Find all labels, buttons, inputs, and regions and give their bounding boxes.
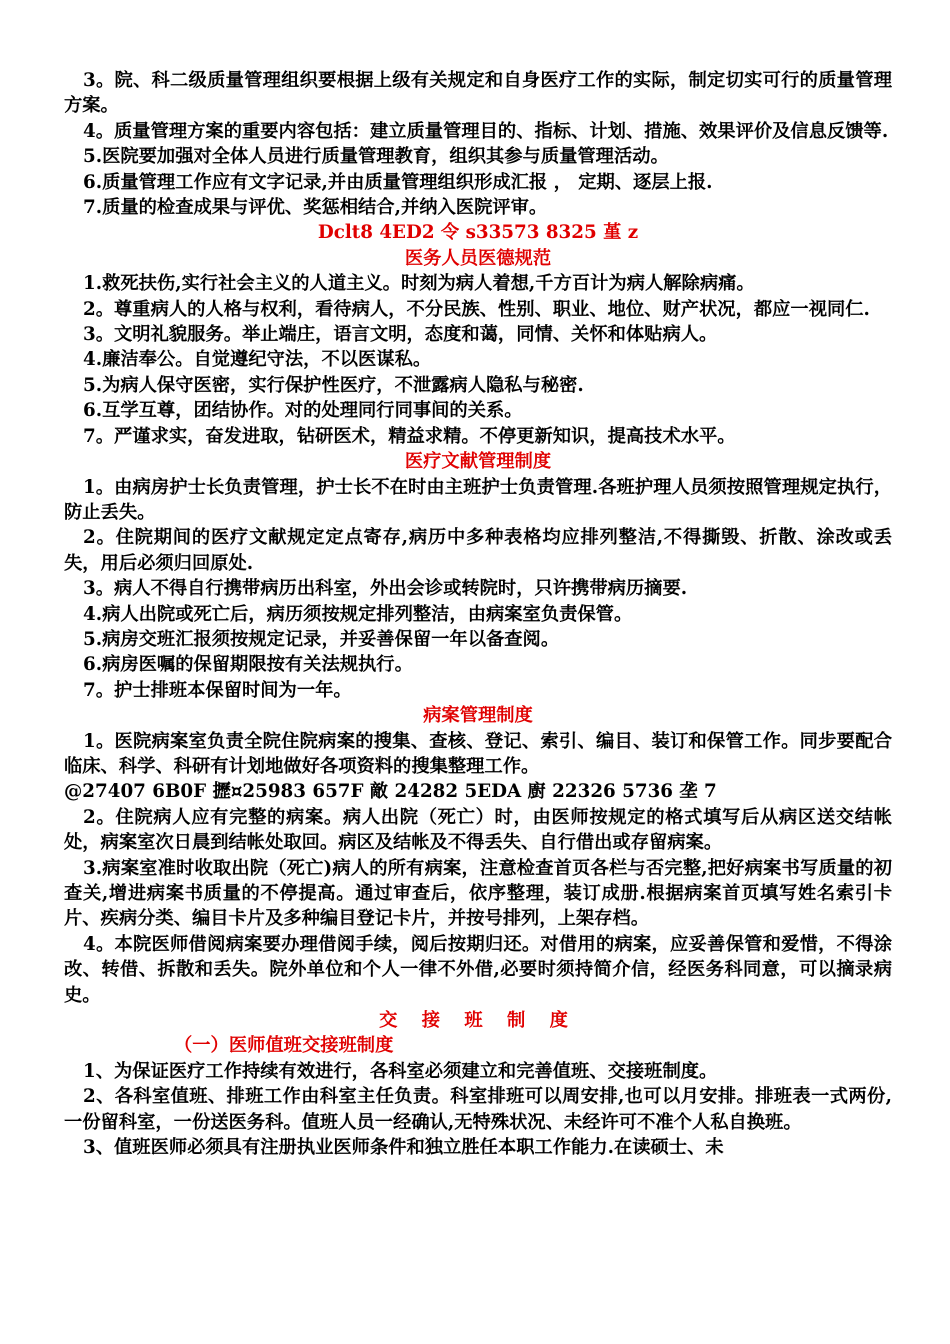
paragraph: 2。住院期间的医疗文献规定定点寄存,病历中多种表格均应排列整洁,不得撕毁、折散、涂改或丢失，用后必须归回原处.	[64, 527, 892, 574]
section-heading: 医务人员医德规范	[404, 247, 552, 269]
paragraph: 6.病房医嘱的保留期限按有关法规执行。	[83, 654, 413, 676]
document-page	[64, 68, 892, 1160]
paragraph: 1.救死扶伤,实行社会主义的人道主义。时刻为病人着想,千方百计为病人解除病痛。	[83, 273, 755, 295]
paragraph: 5.医院要加强对全体人员进行质量管理教育，组织其参与质量管理活动。	[83, 146, 669, 168]
paragraph: 1、为保证医疗工作持续有效进行，各科室必须建立和完善值班、交接班制度。	[83, 1060, 718, 1082]
paragraph: 4.病人出院或死亡后，病历须按规定排列整洁，由病案室负责保管。	[83, 603, 633, 625]
garbled-text-line: @27407 6B0F 攊¤25983 657F 敵 24282 5EDA 廚 22326 5736 垄 7	[64, 781, 717, 803]
paragraph: 6.质量管理工作应有文字记录,并由质量管理组织形成汇报 ， 定期、逐层上报.	[83, 171, 713, 193]
paragraph: 7.质量的检查成果与评优、奖惩相结合,并纳入医院评审。	[83, 197, 548, 219]
paragraph: 4。质量管理方案的重要内容包括：建立质量管理目的、指标、计划、措施、效果评价及信息反馈等.	[83, 120, 889, 142]
paragraph: 3。文明礼貌服务。举止端庄，语言文明，态度和蔼，同情、关怀和体贴病人。	[83, 324, 718, 346]
paragraph: 2。住院病人应有完整的病案。病人出院（死亡）时，由医师按规定的格式填写后从病区送交结帐处，病案室次日晨到结帐处取回。病区及结帐及不得丢失、自行借出或存留病案。	[64, 806, 892, 854]
paragraph: 7。护士排班本保留时间为一年。	[83, 679, 352, 701]
section-heading: 交 接 班 制 度	[379, 1010, 577, 1032]
paragraph: 1。由病房护士长负责管理，护士长不在时由主班护士负责管理.各班护理人员须按照管理规定执行，防止丢失。	[64, 476, 892, 523]
subsection-heading: （一）医师值班交接班制度	[174, 1035, 394, 1057]
paragraph: 3。院、科二级质量管理组织要根据上级有关规定和自身医疗工作的实际，制定切实可行的质量管理方案。	[64, 70, 892, 117]
paragraph: 5.为病人保守医密，实行保护性医疗，不泄露病人隐私与秘密.	[83, 374, 584, 396]
paragraph: 2。尊重病人的人格与权利，看待病人，不分民族、性别、职业、地位、财产状况，都应一视同仁.	[83, 298, 870, 320]
paragraph: 7。严谨求实，奋发进取，钻研医术，精益求精。不停更新知识，提高技术水平。	[83, 425, 736, 447]
paragraph: 4.廉洁奉公。自觉遵纪守法，不以医谋私。	[83, 349, 432, 371]
section-heading: 医疗文献管理制度	[404, 451, 552, 473]
paragraph: 3。病人不得自行携带病历出科室，外出会诊或转院时，只许携带病历摘要.	[83, 578, 688, 600]
paragraph: 3、值班医师必须具有注册执业医师条件和独立胜任本职工作能力.在读硕士、未	[83, 1137, 724, 1159]
paragraph: 6.互学互尊，团结协作。对的处理同行同事间的关系。	[83, 400, 523, 422]
paragraph: 2、各科室值班、排班工作由科室主任负责。科室排班可以周安排,也可以月安排。排班表一式两份,一份留科室，一份送医务科。值班人员一经确认,无特殊状况、未经许可不准个人私自换班。	[64, 1086, 892, 1133]
paragraph: 5.病房交班汇报须按规定记录，并妥善保留一年以备查阅。	[83, 628, 560, 650]
garbled-heading: Dclt8 4ED2 令 s33573 8325 堇 z	[317, 222, 639, 244]
paragraph: 3.病案室准时收取出院（死亡)病人的所有病案，注意检查首页各栏与否完整,把好病案书写质量的初查关,增进病案书质量的不停提高。通过审查后，依序整理，装订成册.根据病案首页填写姓名索引卡片、疾病分类、编目卡片及多种编目登记卡片，并按号排列，上架存档。	[64, 857, 892, 930]
paragraph: 1。医院病案室负责全院住院病案的搜集、查核、登记、索引、编目、装订和保管工作。同步要配合临床、科学、科研有计划地做好各项资料的搜集整理工作。	[64, 730, 892, 777]
paragraph: 4。本院医师借阅病案要办理借阅手续，阅后按期归还。对借用的病案，应妥善保管和爱惜，不得涂改、转借、拆散和丢失。院外单位和个人一律不外借,必要时须持简介信，经医务科同意，可以摘录病史。	[64, 933, 892, 1006]
section-heading: 病案管理制度	[423, 705, 533, 727]
